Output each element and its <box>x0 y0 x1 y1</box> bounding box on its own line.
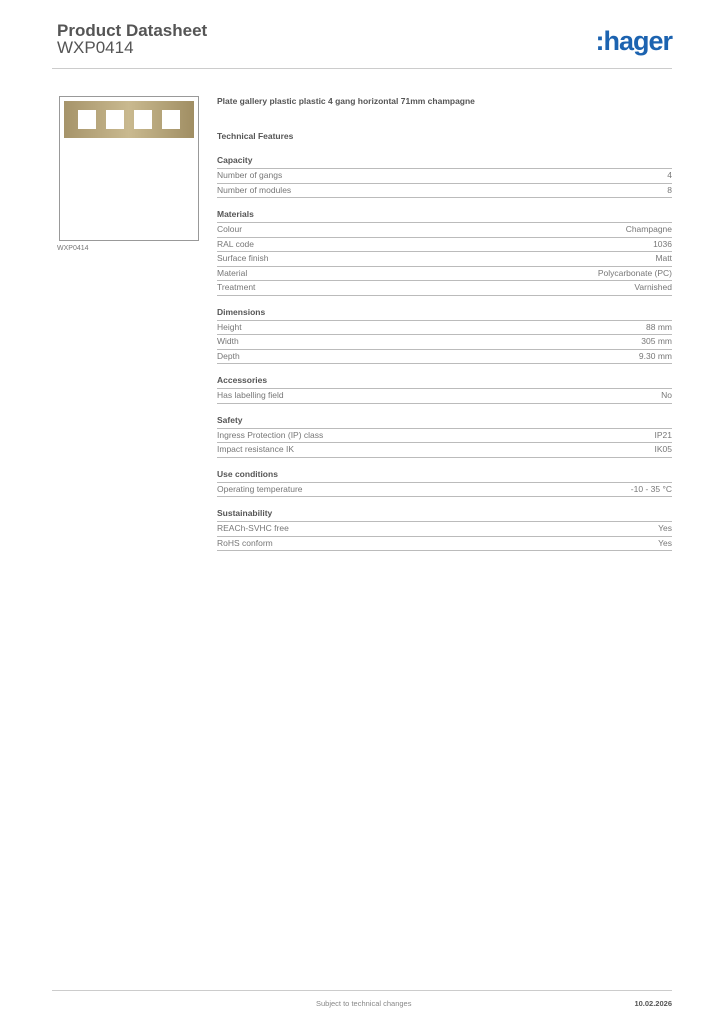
image-caption: WXP0414 <box>57 245 89 252</box>
feature-row <box>217 429 672 444</box>
feature-row <box>217 281 672 296</box>
feature-label: Surface finish <box>217 253 269 263</box>
feature-label: REACh-SVHC free <box>217 523 289 533</box>
feature-label: Colour <box>217 224 243 234</box>
feature-section <box>217 209 672 296</box>
feature-section <box>217 469 672 498</box>
feature-value: 1036 <box>653 238 672 249</box>
feature-label: Impact resistance IK <box>217 444 295 454</box>
feature-value: Champagne <box>625 224 672 234</box>
feature-value: 9.30 mm <box>638 350 672 361</box>
header-divider <box>52 68 672 69</box>
product-code: WXP0414 <box>57 38 134 57</box>
feature-value: -10 - 35 °C <box>630 483 672 494</box>
plate-illustration <box>64 101 194 138</box>
section-heading: Capacity <box>217 155 672 169</box>
feature-label: Width <box>217 336 239 346</box>
feature-value: 305 mm <box>641 336 672 346</box>
feature-row <box>217 335 672 350</box>
feature-row <box>217 238 672 253</box>
feature-label: Number of gangs <box>217 170 283 180</box>
feature-row <box>217 252 672 267</box>
feature-value: Varnished <box>634 282 672 292</box>
feature-row <box>217 321 672 336</box>
section-heading: Use conditions <box>217 469 672 483</box>
feature-value: IP21 <box>654 429 672 440</box>
feature-row <box>217 443 672 458</box>
feature-row <box>217 267 672 282</box>
feature-section <box>217 307 672 365</box>
footer-divider <box>52 990 672 991</box>
feature-section <box>217 415 672 458</box>
feature-section <box>217 375 672 404</box>
feature-value: Matt <box>655 253 672 263</box>
feature-label: Number of modules <box>217 184 292 195</box>
feature-value: Yes <box>658 523 672 533</box>
technical-features <box>217 155 672 562</box>
feature-row <box>217 169 672 184</box>
section-heading: Materials <box>217 209 672 223</box>
product-name: Plate gallery plastic plastic 4 gang horizontal 71mm champagne <box>217 96 475 106</box>
feature-row <box>217 389 672 404</box>
feature-row <box>217 483 672 498</box>
feature-value: IK05 <box>654 444 672 454</box>
feature-label: Material <box>217 267 248 278</box>
section-heading: Dimensions <box>217 307 672 321</box>
feature-value: No <box>661 390 672 400</box>
hager-logo: :hager <box>595 26 672 56</box>
page-title: Product Datasheet <box>57 21 208 40</box>
feature-row <box>217 350 672 365</box>
footer-note: Subject to technical changes <box>316 999 412 1008</box>
section-heading: Safety <box>217 415 672 429</box>
product-image <box>59 96 199 241</box>
feature-value: Yes <box>658 537 672 548</box>
feature-row <box>217 522 672 537</box>
feature-section <box>217 155 672 198</box>
section-heading: Sustainability <box>217 508 672 522</box>
feature-label: Height <box>217 321 242 332</box>
feature-row <box>217 184 672 199</box>
footer-date: 10.02.2026 <box>634 999 672 1008</box>
feature-row <box>217 537 672 552</box>
feature-section <box>217 508 672 551</box>
feature-label: Operating temperature <box>217 483 303 494</box>
technical-features-heading: Technical Features <box>217 131 294 141</box>
feature-label: Depth <box>217 350 240 361</box>
feature-row <box>217 223 672 238</box>
section-heading: Accessories <box>217 375 672 389</box>
feature-label: Has labelling field <box>217 390 284 400</box>
feature-label: RoHS conform <box>217 537 273 548</box>
feature-label: RAL code <box>217 238 255 249</box>
feature-value: Polycarbonate (PC) <box>597 267 672 278</box>
feature-label: Treatment <box>217 282 256 292</box>
feature-value: 88 mm <box>646 321 672 332</box>
feature-value: 4 <box>667 170 672 180</box>
feature-label: Ingress Protection (IP) class <box>217 429 324 440</box>
feature-value: 8 <box>667 184 672 195</box>
